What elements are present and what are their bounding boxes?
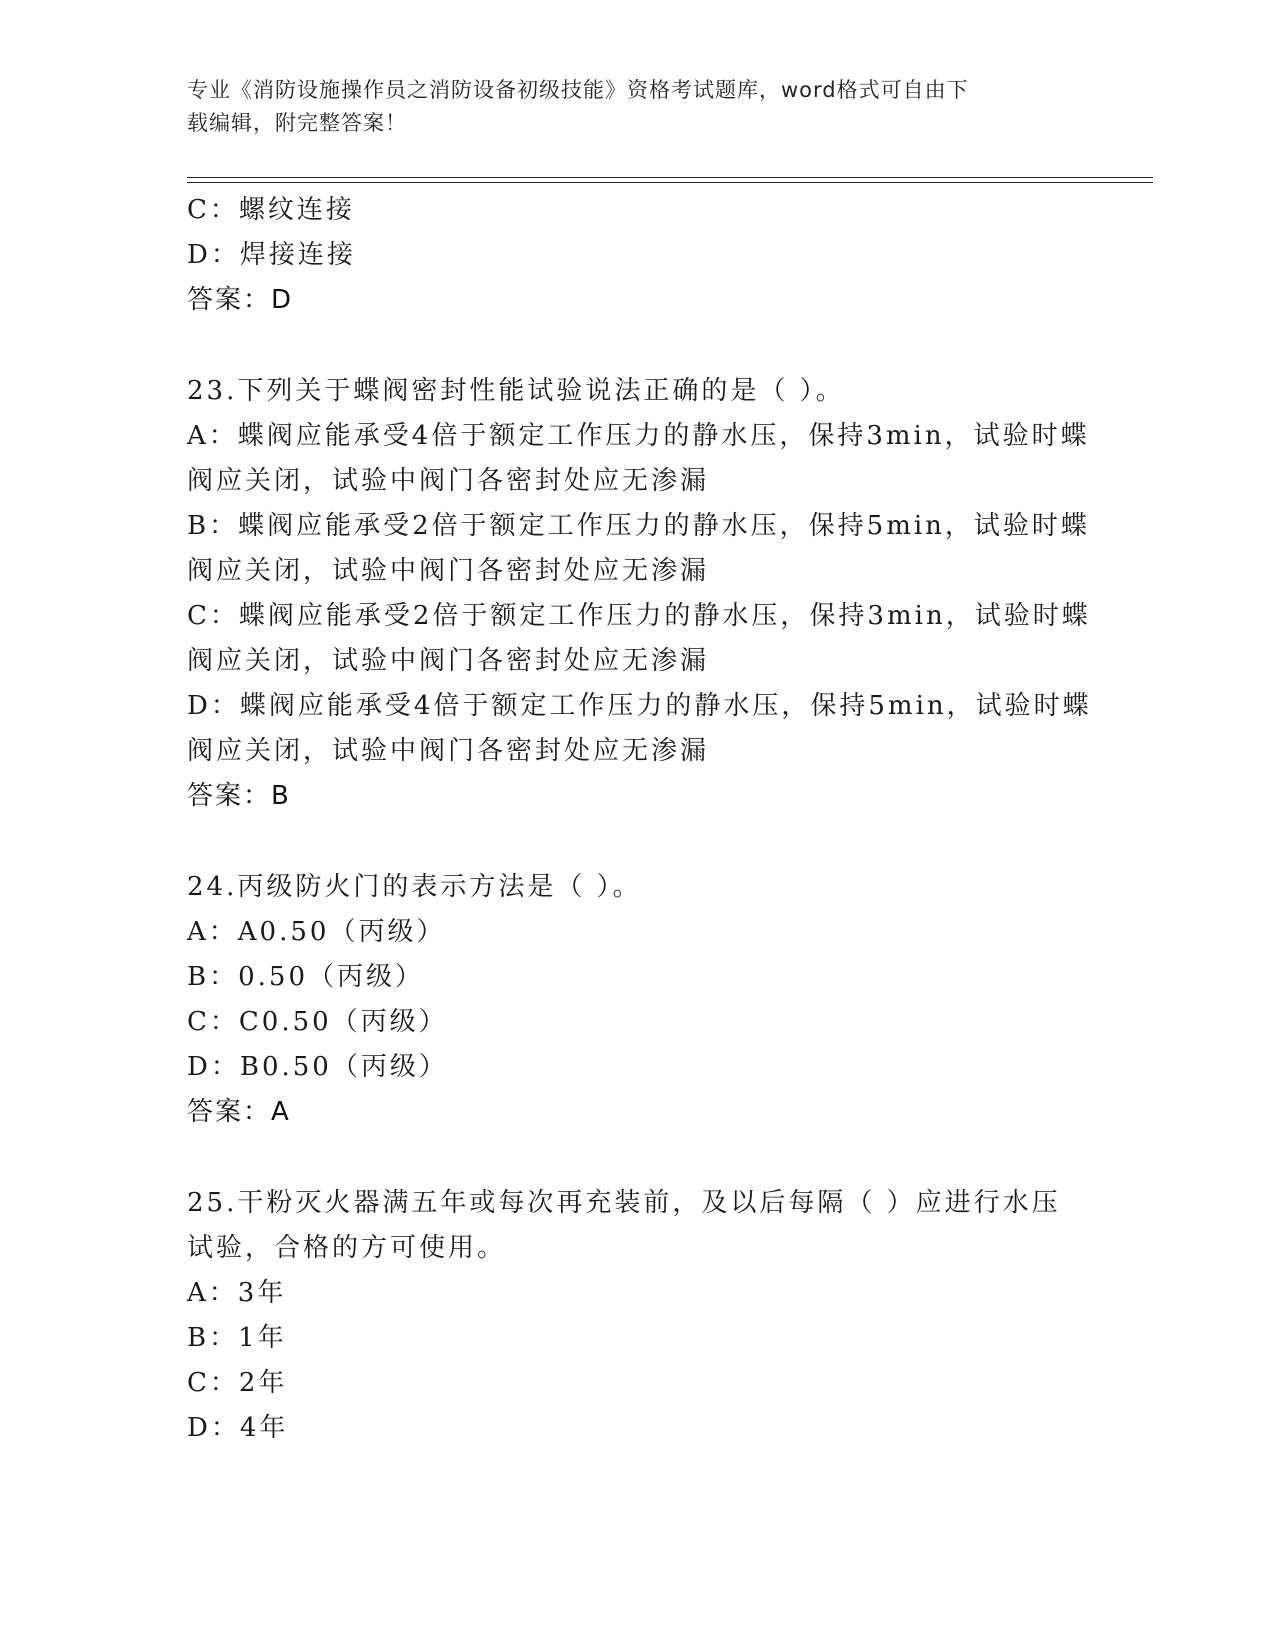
- header-line-2: 载编辑，附完整答案！: [187, 111, 407, 135]
- option-b: B：1年: [187, 1323, 287, 1353]
- option-c-cont: 阀应关闭，试验中阀门各密封处应无渗漏: [187, 646, 710, 676]
- question-stem: 25.干粉灭火器满五年或每次再充装前，及以后每隔（ ）应进行水压: [187, 1188, 1061, 1218]
- answer: 答案：D: [187, 285, 294, 315]
- header-line-1: 专业《消防设施操作员之消防设备初级技能》资格考试题库，word格式可自由下: [187, 78, 969, 102]
- option-a: A：3年: [187, 1278, 287, 1308]
- question-stem-cont: 试验，合格的方可使用。: [187, 1233, 507, 1263]
- answer: 答案：A: [187, 1097, 291, 1127]
- header-rule-top: [187, 177, 1153, 178]
- option-d: D：焊接连接: [187, 240, 356, 270]
- option-b: B：蝶阀应能承受2倍于额定工作压力的静水压，保持5min，试验时蝶: [187, 511, 1090, 541]
- question-content: [187, 188, 1092, 1451]
- page-header: [187, 74, 1067, 140]
- option-b-cont: 阀应关闭，试验中阀门各密封处应无渗漏: [187, 556, 710, 586]
- option-c: C：2年: [187, 1368, 288, 1398]
- spacer: [187, 1135, 1087, 1181]
- answer: 答案：B: [187, 781, 291, 811]
- option-d: D：蝶阀应能承受4倍于额定工作压力的静水压，保持5min，试验时蝶: [187, 691, 1092, 721]
- question-24: [187, 865, 1087, 1135]
- option-b: B：0.50（丙级）: [187, 962, 424, 992]
- option-a: A：蝶阀应能承受4倍于额定工作压力的静水压，保持3min，试验时蝶: [187, 421, 1090, 451]
- spacer: [187, 323, 1087, 369]
- question-25: [187, 1181, 1087, 1451]
- question-23: [187, 369, 1092, 819]
- question-stem: 23.下列关于蝶阀密封性能试验说法正确的是（ ）。: [187, 376, 845, 406]
- question-stem: 24.丙级防火门的表示方法是（ ）。: [187, 872, 642, 902]
- spacer: [187, 819, 1087, 865]
- question-22: [187, 188, 1087, 323]
- option-d-cont: 阀应关闭，试验中阀门各密封处应无渗漏: [187, 736, 710, 766]
- header-rule-bottom: [187, 182, 1153, 183]
- option-c: C：C0.50（丙级）: [187, 1007, 448, 1037]
- option-a: A：A0.50（丙级）: [187, 917, 446, 947]
- option-a-cont: 阀应关闭，试验中阀门各密封处应无渗漏: [187, 466, 710, 496]
- option-d: D：4年: [187, 1413, 289, 1443]
- option-d: D：B0.50（丙级）: [187, 1052, 448, 1082]
- option-c: C：蝶阀应能承受2倍于额定工作压力的静水压，保持3min，试验时蝶: [187, 601, 1091, 631]
- option-c: C：螺纹连接: [187, 195, 355, 225]
